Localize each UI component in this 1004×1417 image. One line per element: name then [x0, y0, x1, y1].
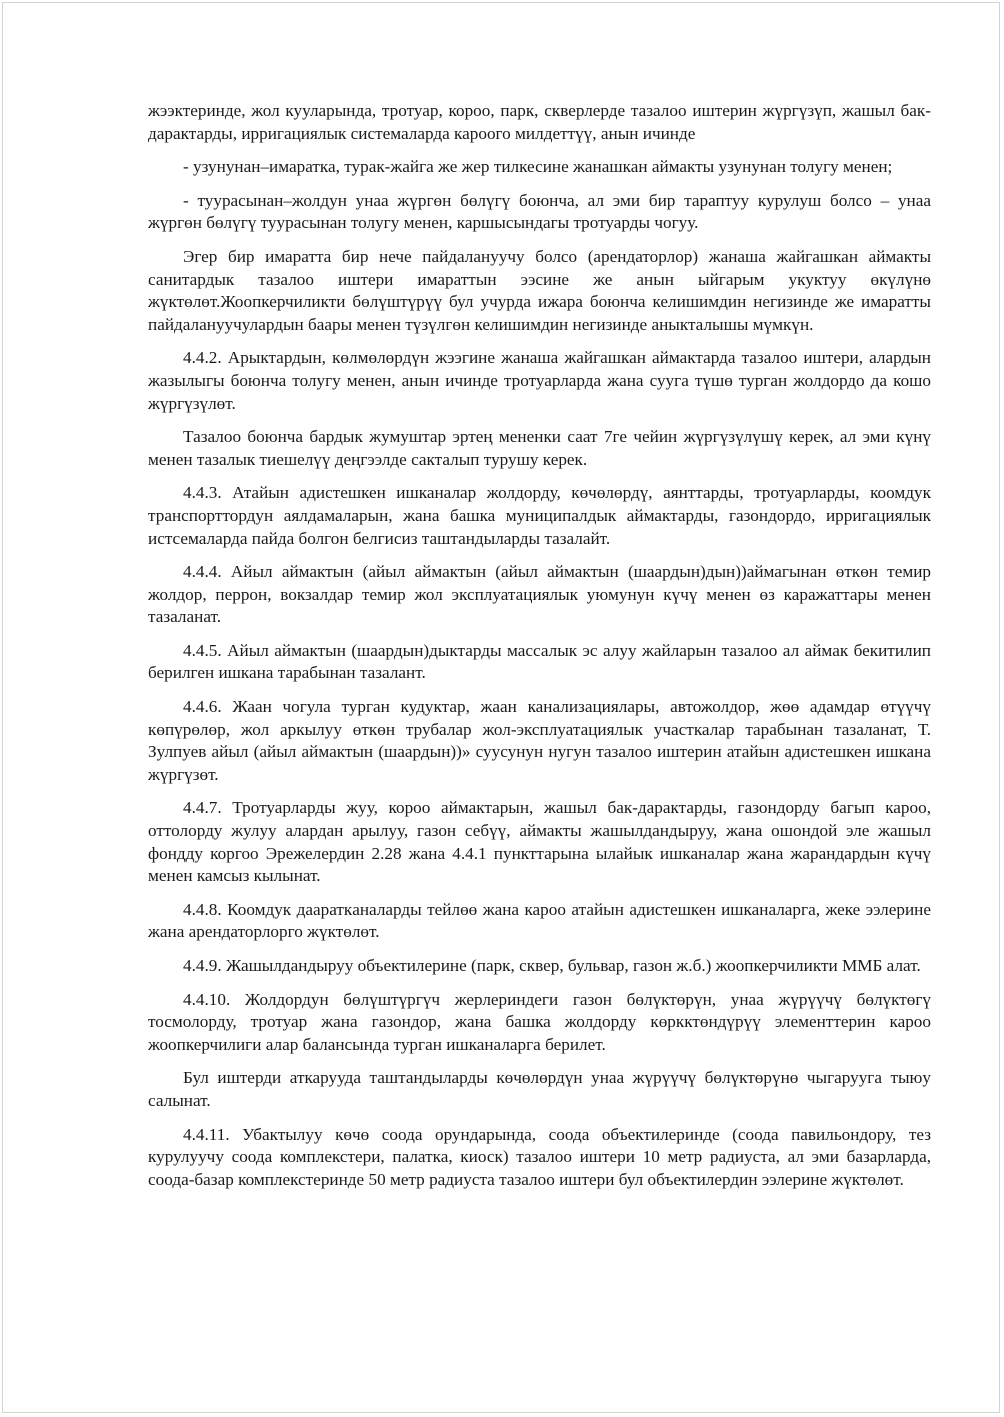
paragraph: Эгер бир имаратта бир нече пайдалануучу болсо (арендаторлор) жанаша жайгашкан аймакты санитардык тазалоо иштери имараттын ээсине же анын ыйгарым укуктуу өкүлүнө жүктөлөт.Жоопкерчиликти бөлүштүрүү бул учурда ижара боюнча келишимдин негизинде же имаратты пайдалануучулардын баары менен түзүлгөн келишимдин негизинде аныкталышы мүмкүн.: [148, 246, 931, 334]
paragraph: 4.4.2. Арыктардын, көлмөлөрдүн жээгине жанаша жайгашкан аймактарда тазалоо иштери, алардын жазылыгы боюнча толугу менен, анын ичинде тротуарларда жана суугa түшө турган жолдордо да кошо жүргүзүлөт.: [148, 348, 931, 413]
paragraph: жээктеринде, жол кууларында, тротуар, короо, парк, скверлерде тазалоо иштерин жүргүзүп, жашыл бак-дарактарды, ирригациялык системаларда кароого милдеттүү, анын ичинде: [148, 101, 931, 143]
paragraph: 4.4.11. Убактылуу көчө соода орундарында, соода объектилеринде (соода павильондору, тез курулуучу соода комплекстери, палатка, киоск) тазалоо иштери 10 метр радиуста, ал эми базарларда, соода-базар комплекстеринде 50 метр радиуста тазалоо иштери бул объектилердин ээлерине жүктөлөт.: [148, 1124, 931, 1189]
paragraph: - туурасынан–жолдун унаа жүргөн бөлүгү боюнча, ал эми бир тараптуу курулуш болсо – унаа жүргөн бөлүгү туурасынан толугу менен, каршысындагы тротуарды чогуу.: [148, 190, 931, 233]
paragraph: 4.4.6. Жаан чогула турган кудуктар, жаан канализациялары, автожолдор, жөө адамдар өтүүчү көпүрөлөр, жол аркылуу өткөн трубалар жол-эксплуатациялык участкалар тарабынан тазаланат, Т. Зулпуев айыл (айыл аймактын (шаардын))» суусунун нугун тазалоо иштерин атайын адистешкен ишкана жүргүзөт.: [148, 697, 931, 784]
document-page: [2, 2, 1000, 1413]
paragraph: Бул иштерди аткарууда таштандыларды көчөлөрдүн унаа жүрүүчү бөлүктөрүнө чыгарууга тыюу салынат.: [148, 1068, 931, 1110]
paragraph: 4.4.10. Жолдордун бөлүштүргүч жерлериндеги газон бөлүктөрүн, унаа жүрүүчү бөлүктөгү тосмолорду, тротуар жана газондор, жана башка жолдорду көркктөндүрүү элементтерин кароо жоопкерчилиги алар балансында турган ишканаларга берилет.: [148, 989, 931, 1054]
paragraph: 4.4.8. Коомдук даараткaналарды тейлөө жана кароо атайын адистешкен ишканаларга, жеке ээлерине жана арендаторлорго жүктөлөт.: [148, 899, 931, 942]
paragraph: 4.4.5. Айыл аймактын (шаардын)дыктарды массалык эс алуу жайларын тазалоо ал аймак бекитилип берилген ишкана тарабынан тазалант.: [148, 640, 931, 683]
paragraph: - узунунан–имаратка, турак-жайга же жер тилкесине жанашкан аймакты узунунан толугу менен;: [183, 157, 893, 177]
paragraph: Тазалоо боюнча бардык жумуштар эртең мененки саат 7ге чейин жүргүзүлүшү керек, ал эми күнү менен тазалык тиешелүү деңгээлде сакталып турушу керек.: [148, 427, 931, 469]
paragraph: 4.4.9. Жашылдандыруу объектилерине (парк, сквер, бульвар, газон ж.б.) жоопкерчиликти ММБ алат.: [183, 956, 921, 975]
document-body: [148, 100, 931, 1202]
paragraph: 4.4.3. Атайын адистешкен ишканалар жолдорду, көчөлөрдү, аянттарды, тротуарларды, коомдук транспорттордун аялдамаларын, жана башка муниципалдык аймактарды, газондордо, ирригациялык истсемаларда пайда болгон белгисиз таштандыларды тазалайт.: [148, 483, 931, 548]
paragraph: 4.4.4. Айыл аймактын (айыл аймактын (айыл аймактын (шаардын)дын))аймагынан өткөн темир жолдор, перрон, вокзалдар темир жол эксплуатациялык уюмунун күчү менен өз каражаттары менен тазаланат.: [148, 562, 931, 627]
paragraph: 4.4.7. Тротуарларды жуу, короо аймактарын, жашыл бак-дарактарды, газондорду багып кароо, оттолорду жулуу алардан арылуу, газон себүү, аймакты жашылдандыруу, жана ошондой эле жашыл фондду коргоо Эрежелердин 2.28 жана 4.4.1 пункттарына ылайык ишканалар жана жарандардын күчү менен камсыз кылынат.: [148, 798, 931, 886]
